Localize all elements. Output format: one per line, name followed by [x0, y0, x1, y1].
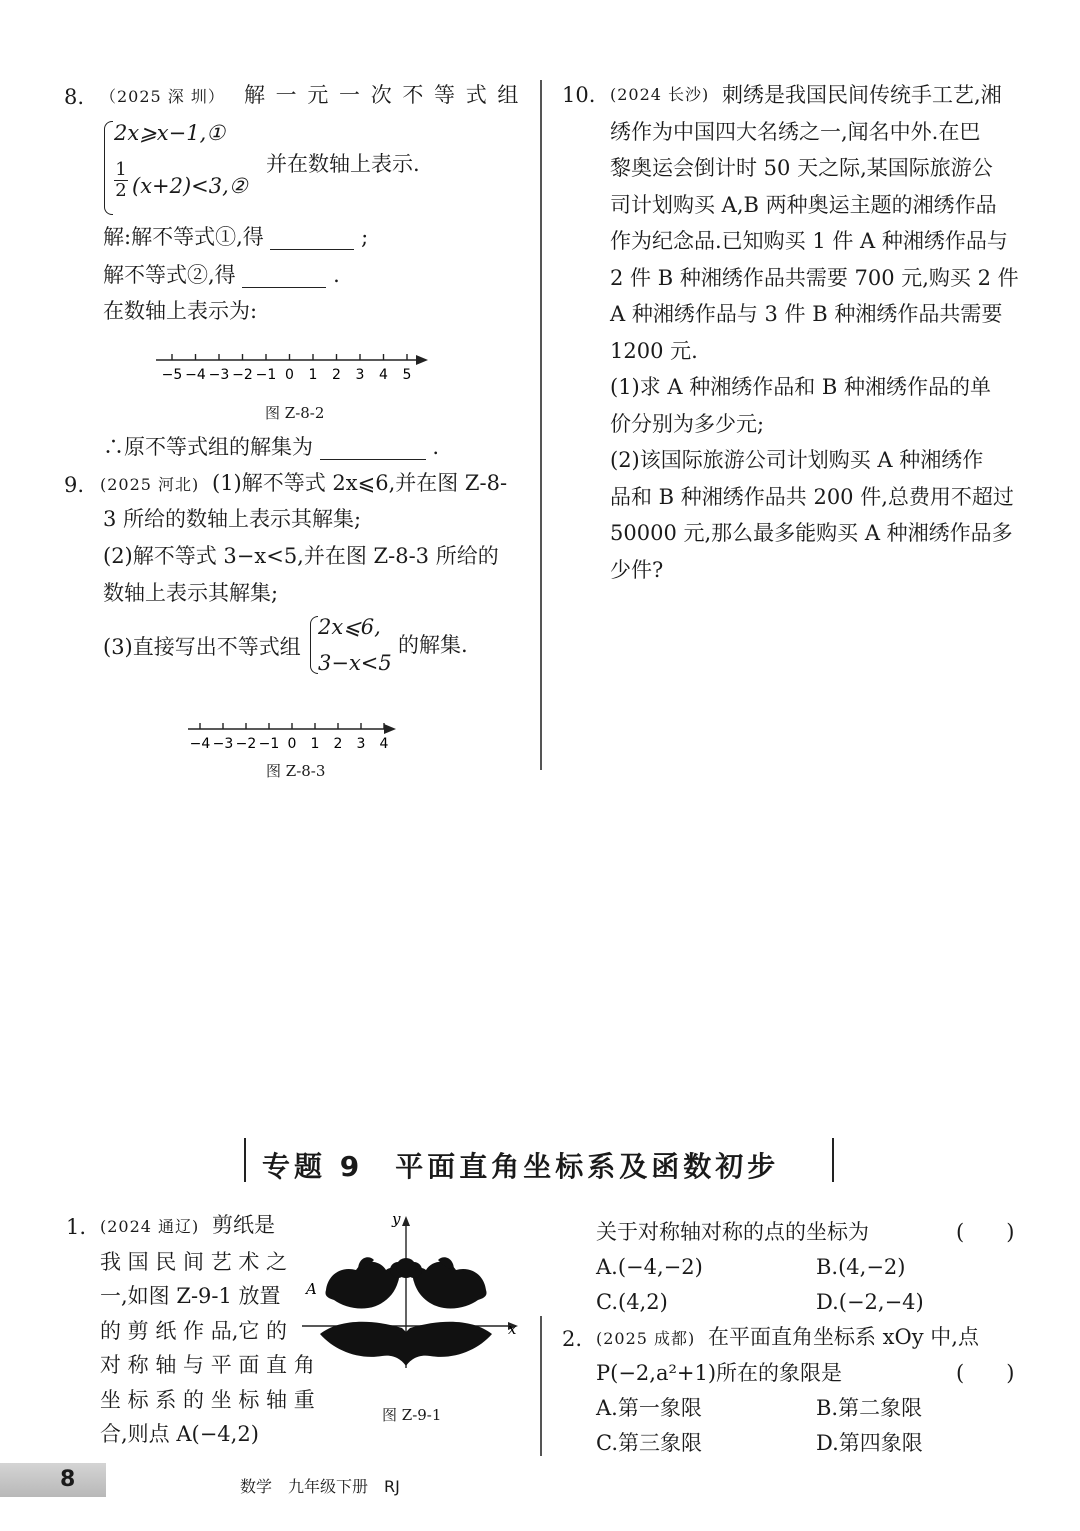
- s9q2-source: (2025 成都): [596, 1329, 696, 1348]
- q8-conclusion-suffix: .: [432, 435, 440, 459]
- q9-number-line[interactable]: [182, 717, 402, 757]
- s9q1-number: 1.: [66, 1215, 87, 1239]
- q9-source: (2025 河北): [100, 475, 200, 494]
- q10-line-1: 绣作为中国四大名绣之一,闻名中外.在巴: [610, 119, 981, 144]
- q8-show-on-axis: 在数轴上表示为:: [103, 299, 258, 323]
- dragon-right-top-icon: [406, 1257, 487, 1308]
- q9-tick-group: [190, 723, 389, 752]
- q10-line-6: A 种湘绣作品与 3 件 B 种湘绣作品共需要: [610, 302, 1003, 326]
- q9-part3-prefix: (3)直接写出不等式组: [103, 635, 301, 659]
- s9q1-option-a[interactable]: A.(−4,−2): [596, 1255, 703, 1279]
- q8-fraction: [114, 160, 128, 201]
- q10-line-5: 2 件 B 种湘绣作品共需要 700 元,购买 2 件: [610, 265, 1019, 290]
- q10-line-13: 少件?: [610, 557, 664, 582]
- q9-part1-line2: 3 所给的数轴上表示其解集;: [103, 507, 362, 531]
- s9q2-option-d[interactable]: D.第四象限: [816, 1431, 923, 1455]
- q8-solution-1-suffix: ;: [361, 225, 369, 249]
- paper-cut-figure: [298, 1210, 528, 1370]
- q8-tick-label: 2: [332, 367, 341, 383]
- q10-line-8: (1)求 A 种湘绣作品和 B 种湘绣作品的单: [610, 375, 992, 399]
- dragon-left-top-icon: [325, 1257, 406, 1308]
- q10-line-10: (2)该国际旅游公司计划购买 A 种湘绣作: [610, 448, 984, 472]
- s9q1-point-a-label: A: [306, 1280, 317, 1298]
- s9q1-line-6: 合,则点 A(−4,2): [100, 1422, 259, 1446]
- q8-brace: [104, 121, 113, 215]
- q8-answer-blank-2[interactable]: [242, 265, 326, 288]
- q8-tick-group: [162, 354, 412, 383]
- q10-line-2: 黎奥运会倒计时 50 天之际,某国际旅游公: [610, 156, 993, 180]
- q8-inequality-1: 2x⩾x−1,①: [114, 121, 226, 145]
- q8-solution-2-text: 解不等式②,得: [103, 263, 236, 287]
- section-title: 专题 9 平面直角坐标系及函数初步: [262, 1150, 780, 1183]
- q10-source: (2024 长沙): [610, 85, 710, 104]
- q9-part2-line2: 数轴上表示其解集;: [103, 581, 279, 605]
- title-bar-left: [244, 1138, 246, 1182]
- arrow-icon: [416, 355, 428, 365]
- q9-part1-line1: (1)解不等式 2x⩽6,并在图 Z-8-: [212, 471, 508, 495]
- s9q1-line-5: 坐 标 系 的 坐 标 轴 重: [100, 1388, 315, 1412]
- q8-number-line[interactable]: [150, 348, 435, 388]
- q9-tick-label: 4: [379, 736, 389, 752]
- q9-part3-inequality-2: 3−x<5: [318, 651, 392, 675]
- arrow-icon: [384, 724, 396, 734]
- q10-line-0: 刺绣是我国民间传统手工艺,湘: [722, 83, 1002, 107]
- q9-tick-label: −1: [258, 736, 280, 752]
- s9q1-line-0: 剪纸是: [212, 1213, 275, 1237]
- title-bar-right: [832, 1138, 834, 1182]
- s9q2-line1: 在平面直角坐标系 xOy 中,点: [708, 1325, 979, 1349]
- q9-number: 9.: [64, 473, 85, 497]
- s9q1-source: (2024 通辽): [100, 1217, 200, 1236]
- s9q1-line-2: 一,如图 Z-9-1 放置: [100, 1284, 281, 1308]
- q10-line-4: 作为纪念品.已知购买 1 件 A 种湘绣作品与: [610, 229, 1008, 253]
- s9q1-figure-caption: 图 Z-9-1: [382, 1406, 442, 1424]
- q8-answer-blank-3[interactable]: [320, 437, 426, 460]
- q8-tick-label: 0: [285, 367, 294, 383]
- s9q1-line-1: 我 国 民 间 艺 术 之: [100, 1250, 288, 1274]
- q8-tick-label: 5: [402, 367, 412, 383]
- q8-solution-1: [103, 224, 368, 250]
- q8-after-brace: 并在数轴上表示.: [266, 152, 420, 176]
- q9-tick-label: 1: [310, 736, 320, 752]
- q8-solution-2: [103, 262, 340, 288]
- q10-line-11: 品和 B 种湘绣作品共 200 件,总费用不超过: [610, 484, 1014, 509]
- q8-tick-label: 4: [379, 367, 388, 383]
- q9-tick-label: −3: [212, 736, 234, 752]
- s9q1-answer-bracket[interactable]: ( ): [956, 1220, 1015, 1244]
- q8-figure-caption: 图 Z-8-2: [265, 404, 325, 422]
- column-divider-bottom: [540, 1316, 542, 1456]
- q8-tick-label: −3: [208, 367, 230, 383]
- q8-tick-label: 1: [308, 367, 318, 383]
- s9q1-axis-y-label: y: [392, 1210, 401, 1228]
- s9q1-axis-x-label: x: [508, 1320, 517, 1338]
- q9-tick-label: 2: [333, 736, 343, 752]
- q9-part3-inequality-1: 2x⩽6,: [318, 615, 381, 639]
- q10-line-9: 价分别为多少元;: [610, 411, 765, 436]
- q8-solution-2-suffix: .: [333, 263, 340, 287]
- q9-part2-line1: (2)解不等式 3−x<5,并在图 Z-8-3 所给的: [103, 544, 499, 568]
- q9-part3-suffix: 的解集.: [398, 633, 468, 657]
- q8-tick-label: 3: [355, 367, 365, 383]
- q8-inequality-2: (x+2)<3,②: [132, 174, 248, 198]
- s9q2-option-b[interactable]: B.第二象限: [816, 1396, 923, 1420]
- q9-figure-caption: 图 Z-8-3: [266, 762, 326, 780]
- q8-tick-label: −4: [185, 367, 206, 383]
- q9-tick-label: 3: [356, 736, 366, 752]
- q9-tick-label: −2: [235, 736, 257, 752]
- q8-conclusion: [103, 434, 439, 460]
- q8-solution-1-text: 解:解不等式①,得: [103, 225, 264, 249]
- page-number: 8: [0, 1463, 106, 1497]
- q9-tick-label: −4: [189, 736, 211, 752]
- q8-number: 8.: [64, 85, 85, 109]
- q8-answer-blank-1[interactable]: [270, 227, 354, 250]
- s9q2-number: 2.: [562, 1327, 583, 1351]
- q8-tick-label: −1: [255, 367, 277, 383]
- q10-number: 10.: [562, 83, 596, 107]
- q8-tick-label: −5: [161, 367, 183, 383]
- q8-source: （2025 深 圳）: [100, 87, 225, 106]
- q8-stem: 解 一 元 一 次 不 等 式 组: [244, 83, 521, 107]
- q10-line-3: 司计划购买 A,B 两种奥运主题的湘绣作品: [610, 192, 997, 217]
- footer-book-info: 数学 九年级下册 RJ: [240, 1477, 400, 1496]
- q8-tick-label: −2: [232, 367, 253, 383]
- q10-line-7: 1200 元.: [610, 338, 698, 363]
- s9q2-answer-bracket[interactable]: ( ): [956, 1361, 1015, 1385]
- q10-line-12: 50000 元,那么最多能购买 A 种湘绣作品多: [610, 521, 1013, 545]
- s9q1-line-4: 对 称 轴 与 平 面 直 角: [100, 1353, 315, 1377]
- s9q2-line2: P(−2,a²+1)所在的象限是: [596, 1361, 843, 1385]
- s9q1-option-c[interactable]: C.(4,2): [596, 1290, 668, 1314]
- q9-tick-label: 0: [287, 736, 297, 752]
- s9q1-option-d[interactable]: D.(−2,−4): [816, 1290, 924, 1314]
- q8-conclusion-text: ∴原不等式组的解集为: [103, 435, 313, 459]
- s9q1-continuation: 关于对称轴对称的点的坐标为: [596, 1220, 869, 1244]
- q8-fraction-denominator: 2: [115, 180, 127, 201]
- s9q1-option-b[interactable]: B.(4,−2): [816, 1255, 906, 1279]
- s9q1-line-3: 的 剪 纸 作 品,它 的: [100, 1319, 288, 1343]
- s9q2-option-c[interactable]: C.第三象限: [596, 1431, 702, 1455]
- q8-fraction-numerator: 1: [115, 159, 127, 180]
- q9-brace: [310, 616, 318, 674]
- s9q2-option-a[interactable]: A.第一象限: [596, 1396, 702, 1420]
- column-divider: [540, 80, 542, 770]
